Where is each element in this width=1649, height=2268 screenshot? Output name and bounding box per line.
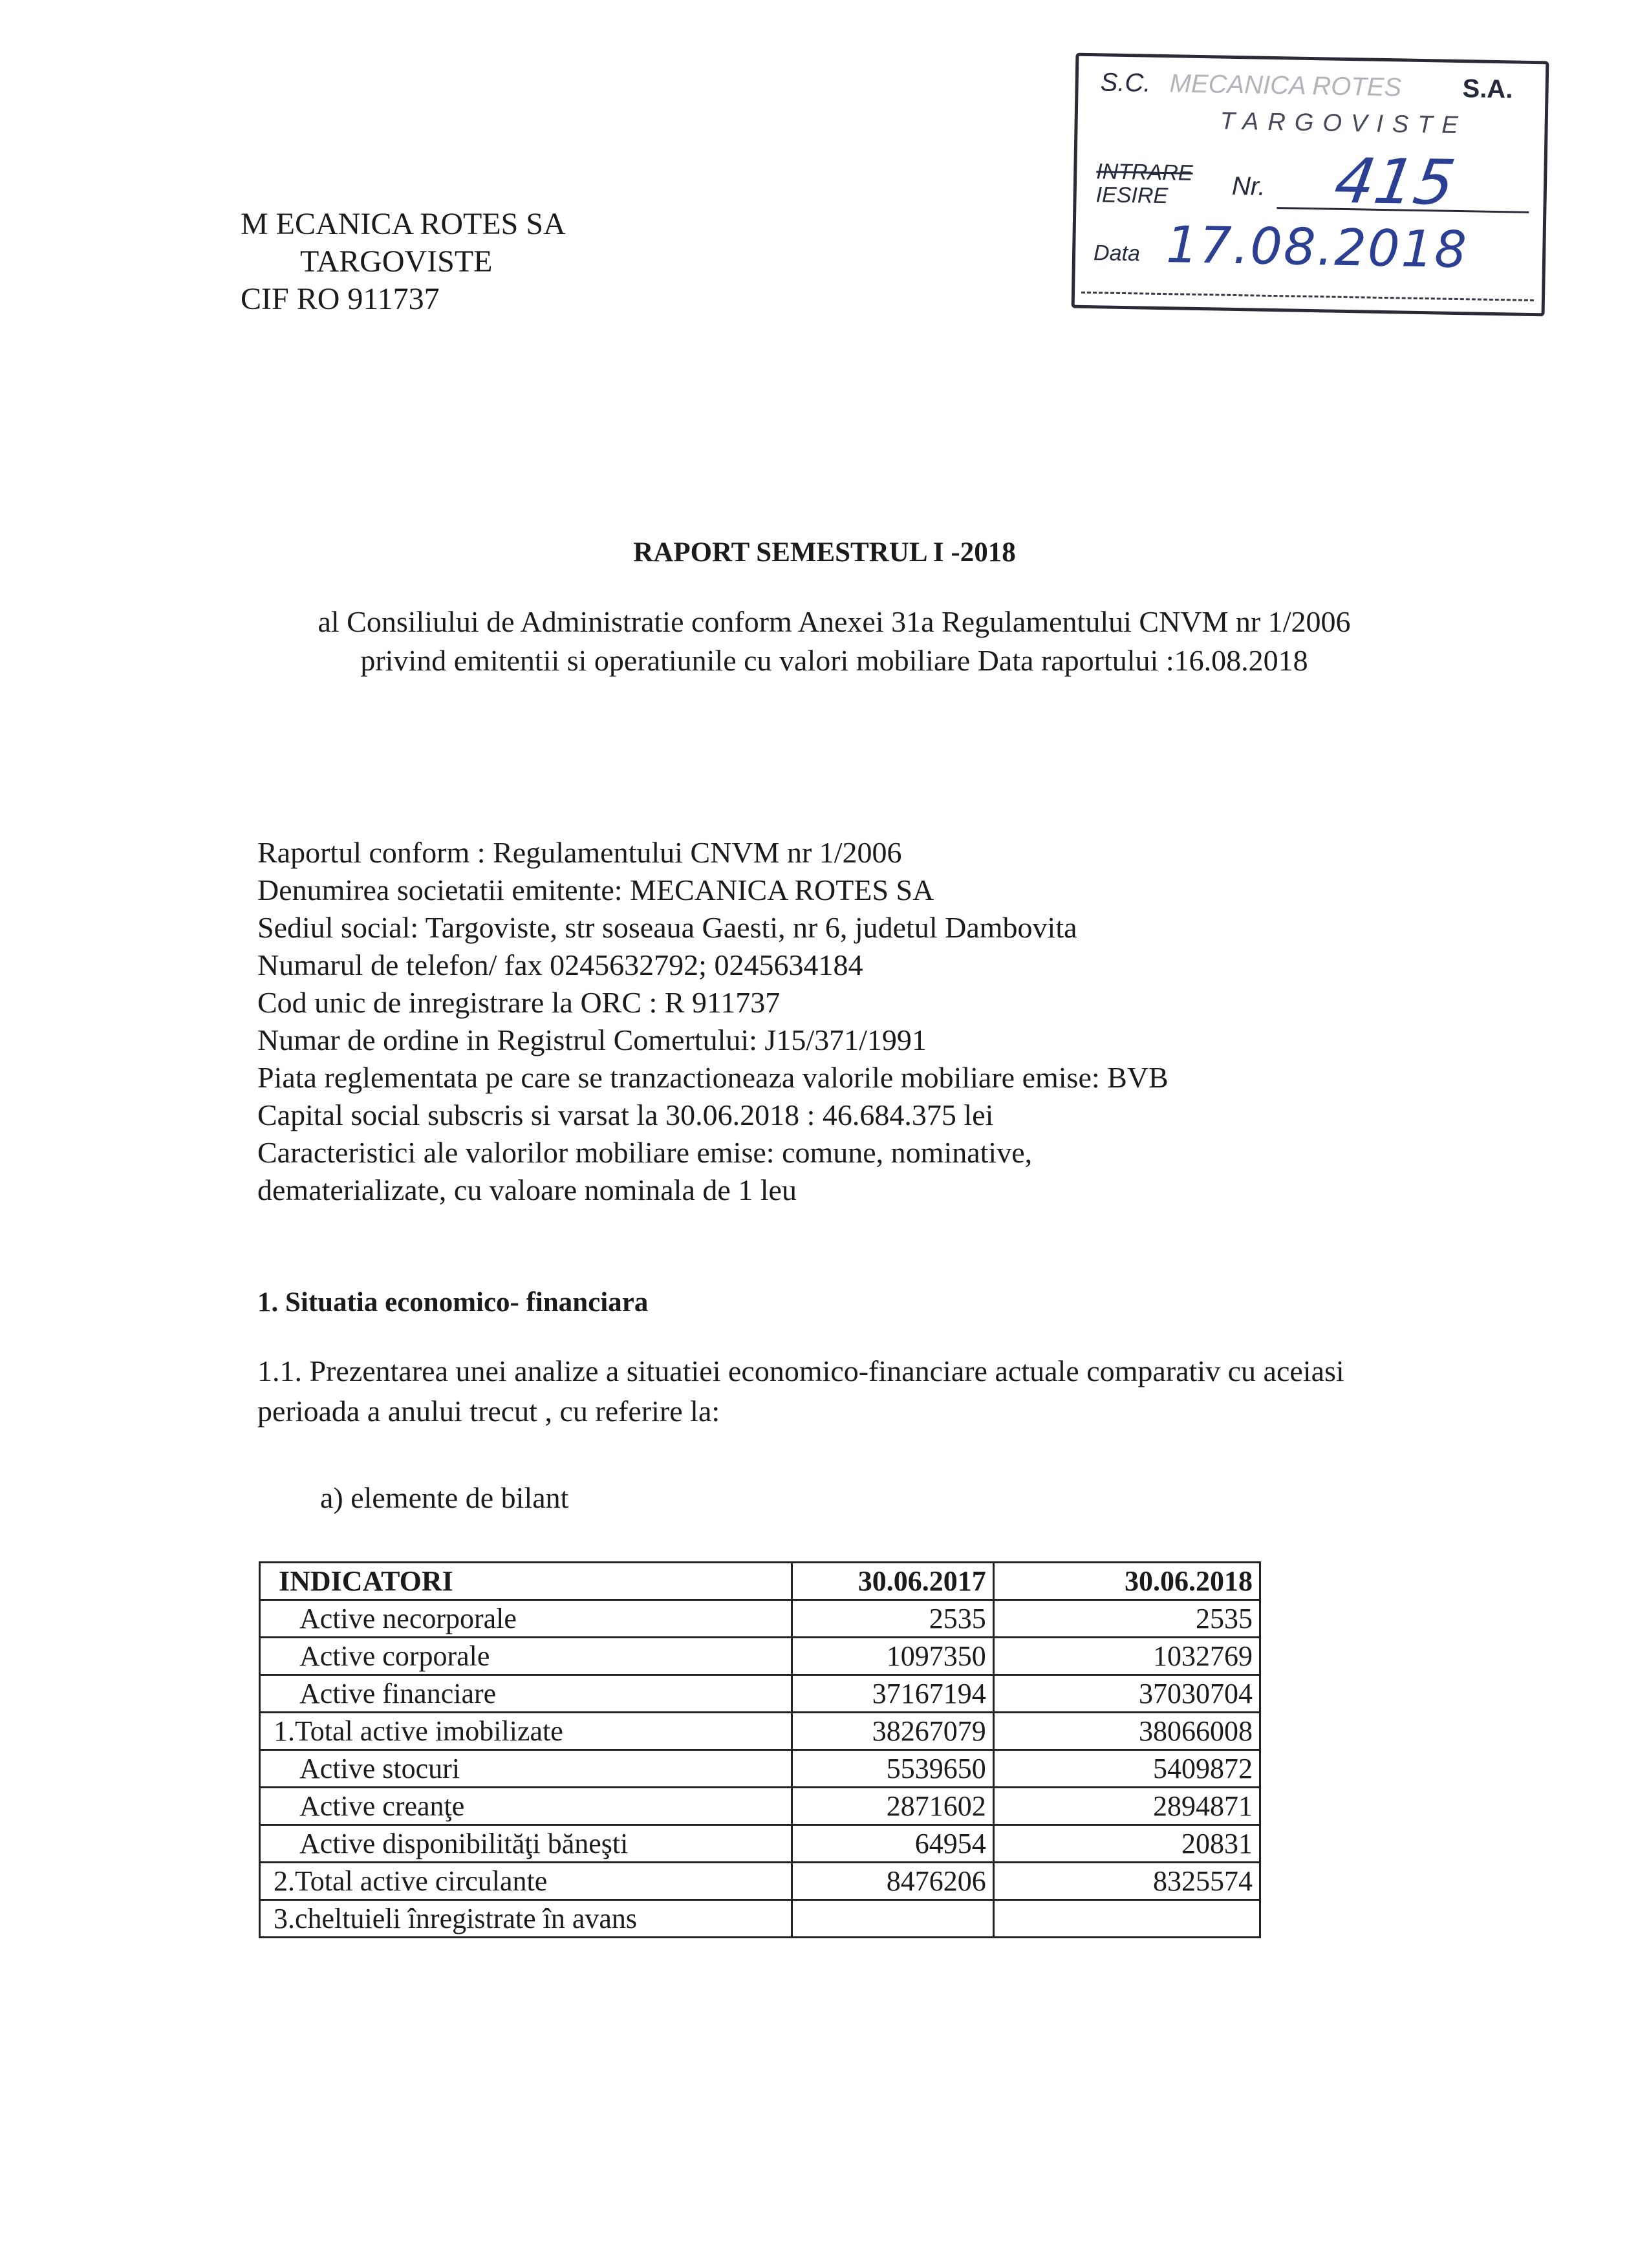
column-header: 30.06.2017 (792, 1563, 994, 1600)
stamp-suffix: S.A. (1462, 74, 1513, 104)
cell-2017: 64954 (792, 1825, 994, 1863)
table-row (260, 1713, 1260, 1750)
section-heading: 1. Situatia economico- financiara (257, 1287, 649, 1318)
table-row (260, 1675, 1260, 1713)
row-label: Active creanţe (260, 1788, 792, 1825)
column-header: 30.06.2018 (993, 1563, 1260, 1600)
cell-2018: 8325574 (993, 1863, 1260, 1900)
company-city: TARGOVISTE (300, 244, 493, 279)
info-line: dematerializate, cu valoare nominala de 1 leu (257, 1173, 797, 1206)
cell-2017: 5539650 (792, 1750, 994, 1788)
stamp-date-underline (1081, 292, 1534, 301)
stamp-entry-label: INTRARE (1095, 159, 1193, 186)
cell-2018: 37030704 (993, 1675, 1260, 1713)
company-name: M ECANICA ROTES SA (241, 207, 566, 241)
row-label: 3.cheltuieli înregistrate în avans (260, 1900, 792, 1938)
table-row (260, 1750, 1260, 1788)
info-line: Numarul de telefon/ fax 0245632792; 0245634184 (257, 948, 863, 981)
row-label: 2.Total active circulante (260, 1863, 792, 1900)
registration-stamp (1072, 53, 1549, 317)
table-row (260, 1788, 1260, 1825)
stamp-number-label: Nr. (1231, 171, 1266, 201)
stamp-number-handwritten: 415 (1330, 144, 1460, 219)
table-row (260, 1638, 1260, 1675)
row-label: Active necorporale (260, 1600, 792, 1638)
table-header-row (260, 1563, 1260, 1600)
table-row (260, 1600, 1260, 1638)
stamp-company: MECANICA ROTES (1169, 69, 1402, 102)
cell-2018: 2894871 (993, 1788, 1260, 1825)
row-label: Active financiare (260, 1675, 792, 1713)
cell-2017: 38267079 (792, 1713, 994, 1750)
info-line: Cod unic de inregistrare la ORC : R 911737 (257, 986, 781, 1019)
column-header: INDICATORI (260, 1563, 792, 1600)
cell-2017: 2535 (792, 1600, 994, 1638)
cell-2017: 2871602 (792, 1788, 994, 1825)
table-row (260, 1825, 1260, 1863)
cell-2017: 8476206 (792, 1863, 994, 1900)
cell-2017 (792, 1900, 994, 1938)
cell-2017: 37167194 (792, 1675, 994, 1713)
info-line: Capital social subscris si varsat la 30.06.2018 : 46.684.375 lei (257, 1098, 994, 1131)
cell-2018: 20831 (993, 1825, 1260, 1863)
table-row (260, 1900, 1260, 1938)
row-label: Active disponibilităţi băneşti (260, 1825, 792, 1863)
stamp-prefix: S.C. (1100, 68, 1151, 98)
cell-2017: 1097350 (792, 1638, 994, 1675)
table-row (260, 1863, 1260, 1900)
stamp-city: TARGOVISTE (1220, 107, 1468, 140)
company-header (241, 206, 566, 318)
row-label: 1.Total active imobilizate (260, 1713, 792, 1750)
info-line: Raportul conform : Regulamentului CNVM nr 1/2006 (257, 836, 902, 869)
report-title: RAPORT SEMESTRUL I -2018 (633, 537, 1016, 568)
row-label: Active stocuri (260, 1750, 792, 1788)
info-line: Sediul social: Targoviste, str soseaua Gaesti, nr 6, judetul Dambovita (257, 911, 1077, 944)
company-info-list (257, 834, 1357, 1209)
stamp-date-handwritten: 17.08.2018 (1165, 216, 1469, 280)
company-cif: CIF RO 911737 (241, 282, 440, 316)
info-line: Numar de ordine in Registrul Comertului: J15/371/1991 (257, 1023, 927, 1056)
cell-2018 (993, 1900, 1260, 1938)
subsection-heading: a) elemente de bilant (320, 1481, 569, 1514)
report-subtitle: al Consiliului de Administratie conform Anexei 31a Regulamentului CNVM nr 1/2006 privind emitentii si operatiunile cu valori mobiliare Data raportului :16.08.2018 (318, 605, 1351, 677)
balance-sheet-table (259, 1561, 1261, 1938)
info-line: Denumirea societatii emitente: MECANICA ROTES SA (257, 873, 934, 906)
stamp-date-label: Data (1093, 241, 1141, 266)
info-line: Caracteristici ale valorilor mobiliare emise: comune, nominative, (257, 1136, 1033, 1169)
stamp-exit-label: IESIRE (1095, 182, 1169, 209)
cell-2018: 1032769 (993, 1638, 1260, 1675)
info-line: Piata reglementata pe care se tranzactioneaza valorile mobiliare emise: BVB (257, 1061, 1169, 1094)
section-paragraph: 1.1. Prezentarea unei analize a situatiei economico-financiare actuale comparativ cu aceiasi perioada a anului trecut , cu referire la: (257, 1354, 1344, 1428)
cell-2018: 38066008 (993, 1713, 1260, 1750)
cell-2018: 2535 (993, 1600, 1260, 1638)
cell-2018: 5409872 (993, 1750, 1260, 1788)
stamp-direction (1095, 160, 1192, 208)
row-label: Active corporale (260, 1638, 792, 1675)
